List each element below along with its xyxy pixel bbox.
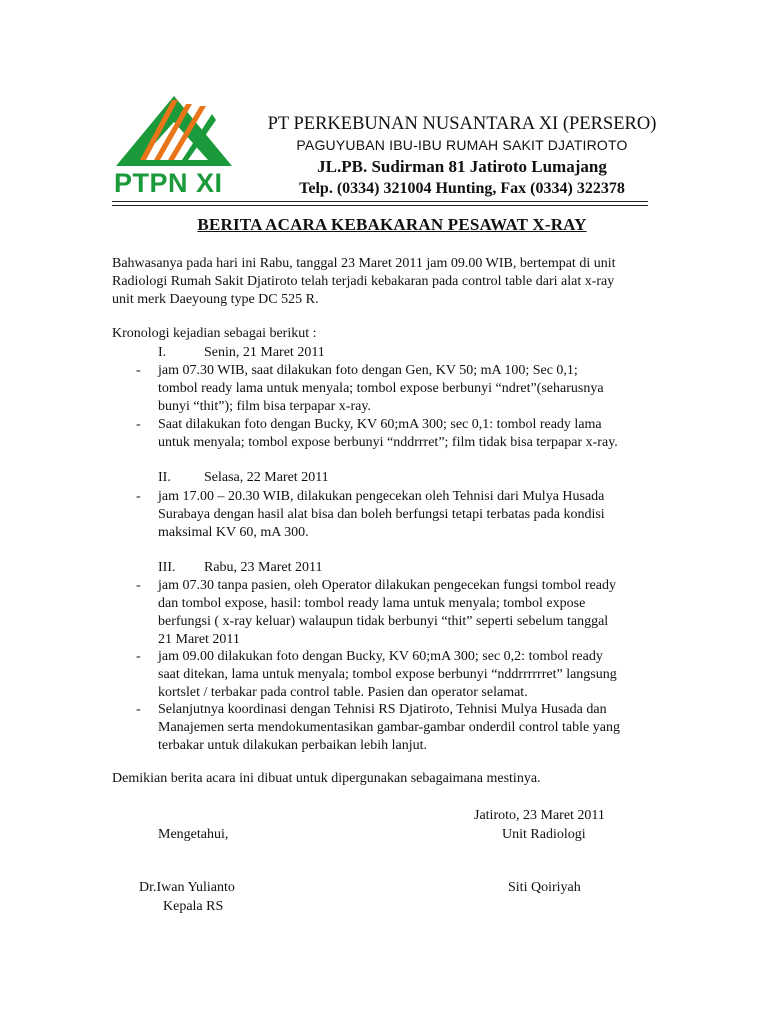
intro-line: unit merk Daeyoung type DC 525 R.	[112, 292, 319, 307]
section-heading-2	[158, 469, 329, 487]
intro-paragraph	[112, 255, 672, 309]
item-line: berfungsi ( x-ray keluar) walaupun tidak berbunyi “thit” seperti sebelum tanggal	[158, 614, 609, 629]
section-numeral: II.	[158, 470, 171, 485]
item-line: Surabaya dengan hasil alat bisa dan boleh berfungsi tetapi terbatas pada kondisi	[158, 507, 605, 522]
item-line: jam 07.30 tanpa pasien, oleh Operator dilakukan pengecekan fungsi tombol ready	[158, 578, 616, 593]
signatory-name-left: Dr.Iwan Yulianto	[139, 880, 235, 895]
item-line: Manajemen serta mendokumentasikan gambar-gambar onderdil control table yang	[158, 720, 620, 735]
item-line: untuk menyala; tombol expose berbunyi “nddrrret”; film tidak bisa terpapar x-ray.	[158, 435, 618, 450]
section-numeral: III.	[158, 560, 176, 575]
unit-name: Unit Radiologi	[502, 827, 586, 842]
company-name: PT PERKEBUNAN NUSANTARA XI (PERSERO)	[267, 114, 657, 134]
item-line: kortslet / terbakar pada control table. Pasien dan operator selamat.	[158, 685, 528, 700]
list-item	[136, 648, 672, 702]
address: JL.PB. Sudirman 81 Jatiroto Lumajang	[317, 157, 607, 176]
section-day: Senin, 21 Maret 2011	[204, 345, 325, 360]
letterhead-block	[262, 112, 662, 200]
section-heading-1	[158, 344, 325, 362]
item-line: tombol ready lama untuk menyala; tombol expose berbunyi “ndret”(seharusnya	[158, 381, 604, 396]
closing-statement: Demikian berita acara ini dibuat untuk dipergunakan sebagaimana mestinya.	[112, 771, 541, 786]
list-item	[136, 416, 672, 452]
double-rule-divider	[112, 200, 648, 207]
place-date: Jatiroto, 23 Maret 2011	[474, 808, 605, 823]
item-line: terbakar untuk dilakukan perbaikan lebih lanjut.	[158, 738, 428, 753]
dash-bullet: -	[136, 649, 141, 664]
item-line: Selanjutnya koordinasi dengan Tehnisi RS Djatiroto, Tehnisi Mulya Husada dan	[158, 702, 607, 717]
document-title: BERITA ACARA KEBAKARAN PESAWAT X-RAY	[197, 215, 587, 234]
signatory-name-right: Siti Qoiriyah	[508, 880, 581, 895]
item-line: Saat dilakukan foto dengan Bucky, KV 60;mA 300; sec 0,1: tombol ready lama	[158, 417, 602, 432]
item-line: saat ditekan, lama untuk menyala; tombol expose berbunyi “nddrrrrrret” langsung	[158, 667, 617, 682]
acknowledged-label: Mengetahui,	[158, 827, 229, 842]
dash-bullet: -	[136, 702, 141, 717]
dash-bullet: -	[136, 489, 141, 504]
dash-bullet: -	[136, 363, 141, 378]
logo-wordmark: PTPN XI	[114, 168, 223, 198]
signatory-role-left: Kepala RS	[163, 899, 224, 914]
list-item	[136, 362, 672, 416]
item-line: 21 Maret 2011	[158, 632, 240, 647]
intro-line: Bahwasanya pada hari ini Rabu, tanggal 23 Maret 2011 jam 09.00 WIB, bertempat di unit	[112, 256, 616, 271]
dash-bullet: -	[136, 417, 141, 432]
dash-bullet: -	[136, 578, 141, 593]
section-numeral: I.	[158, 345, 167, 360]
section-day: Rabu, 23 Maret 2011	[204, 560, 323, 575]
item-line: jam 07.30 WIB, saat dilakukan foto dengan Gen, KV 50; mA 100; Sec 0,1;	[158, 363, 578, 378]
section-heading-3	[158, 559, 322, 577]
list-item	[136, 701, 672, 755]
list-item	[136, 488, 672, 542]
section-day: Selasa, 22 Maret 2011	[204, 470, 329, 485]
association-name: PAGUYUBAN IBU-IBU RUMAH SAKIT DJATIROTO	[296, 137, 628, 153]
item-line: jam 17.00 – 20.30 WIB, dilakukan pengecekan oleh Tehnisi dari Mulya Husada	[158, 489, 605, 504]
chronology-label: Kronologi kejadian sebagai berikut :	[112, 326, 317, 341]
item-line: dan tombol expose, hasil: tombol ready lama untuk menyala; tombol expose	[158, 596, 586, 611]
intro-line: Radiologi Rumah Sakit Djatiroto telah terjadi kebakaran pada control table dari alat x-ray	[112, 274, 615, 289]
item-line: bunyi “thit”); film bisa terpapar x-ray.	[158, 399, 371, 414]
item-line: jam 09.00 dilakukan foto dengan Bucky, KV 60;mA 300; sec 0,2: tombol ready	[158, 649, 603, 664]
list-item	[136, 577, 672, 649]
item-line: maksimal KV 60, mA 300.	[158, 525, 309, 540]
phone-fax: Telp. (0334) 321004 Hunting, Fax (0334) 322378	[299, 180, 625, 197]
